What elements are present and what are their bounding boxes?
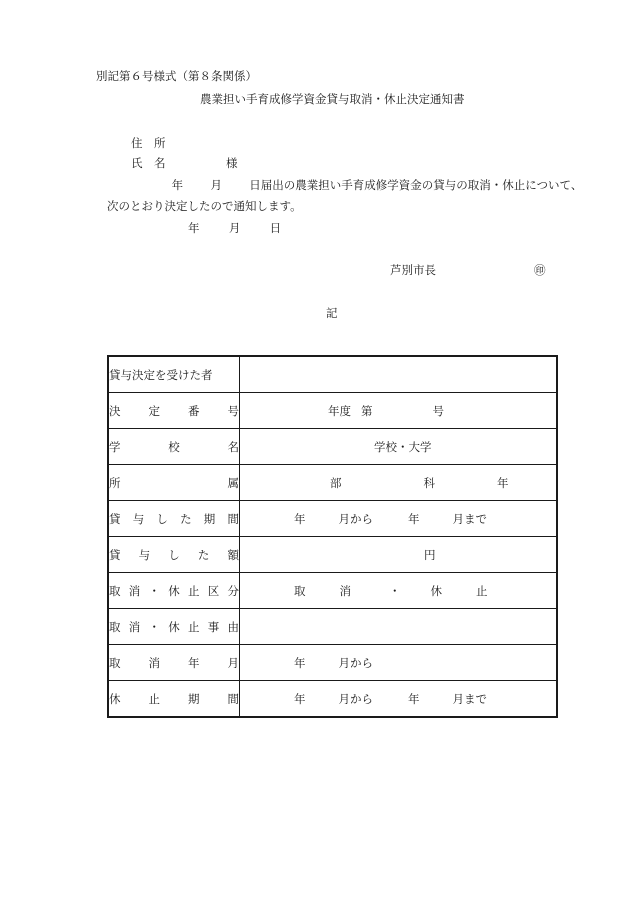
body-line-2: 次のとおり決定したので通知します。 — [107, 199, 302, 213]
body-text: 日届出の農業担い手育成修学資金の貸与の取消・休止について、 — [249, 178, 583, 192]
seal-mark: ㊞ — [534, 263, 546, 277]
ki-heading: 記 — [326, 306, 338, 320]
table-row — [108, 537, 557, 573]
row-label: 貸与決定を受けた者 — [108, 356, 240, 393]
table-row — [108, 501, 557, 537]
row-value: 部 科 年 — [240, 465, 558, 501]
issue-month: 月 — [228, 221, 241, 235]
row-value: 円 — [240, 537, 558, 573]
row-value — [240, 356, 558, 393]
body-line-1 — [120, 177, 582, 193]
table-row — [108, 645, 557, 681]
issue-date — [188, 220, 281, 236]
row-label: 貸 与 し た 期 間 — [108, 501, 240, 537]
row-label: 学 校 名 — [108, 429, 240, 465]
table-row — [108, 356, 557, 393]
row-label: 所 属 — [108, 465, 240, 501]
row-value: 取 消 ・ 休 止 — [240, 573, 558, 609]
table-row — [108, 429, 557, 465]
table-row — [108, 681, 557, 718]
table-row — [108, 573, 557, 609]
row-value: 学校・大学 — [240, 429, 558, 465]
issuer-title: 芦別市長 — [390, 263, 436, 277]
issue-year: 年 — [188, 221, 200, 235]
row-value: 年度 第 号 — [240, 393, 558, 429]
row-value: 年 月から 年 月まで — [240, 681, 558, 718]
row-value: 年 月から 年 月まで — [240, 501, 558, 537]
row-label: 取 消 年 月 — [108, 645, 240, 681]
table-row — [108, 393, 557, 429]
table-row — [108, 465, 557, 501]
body-year: 年 — [171, 178, 184, 192]
row-label: 休 止 期 間 — [108, 681, 240, 718]
details-table — [107, 355, 558, 718]
issue-day: 日 — [269, 221, 282, 235]
row-value: 年 月から — [240, 645, 558, 681]
table-row — [108, 609, 557, 645]
body-month: 月 — [210, 178, 222, 192]
address-label: 住 所 — [131, 136, 166, 150]
form-id: 別記第６号様式（第８条関係） — [96, 69, 257, 83]
row-label: 貸 与 し た 額 — [108, 537, 240, 573]
row-value — [240, 609, 558, 645]
row-label: 取 消 ・ 休 止 区 分 — [108, 573, 240, 609]
row-label: 取 消 ・ 休 止 事 由 — [108, 609, 240, 645]
document-title: 農業担い手育成修学資金貸与取消・休止決定通知書 — [200, 92, 465, 106]
honorific: 様 — [226, 156, 238, 170]
name-label: 氏 名 — [131, 156, 166, 170]
row-label: 決 定 番 号 — [108, 393, 240, 429]
